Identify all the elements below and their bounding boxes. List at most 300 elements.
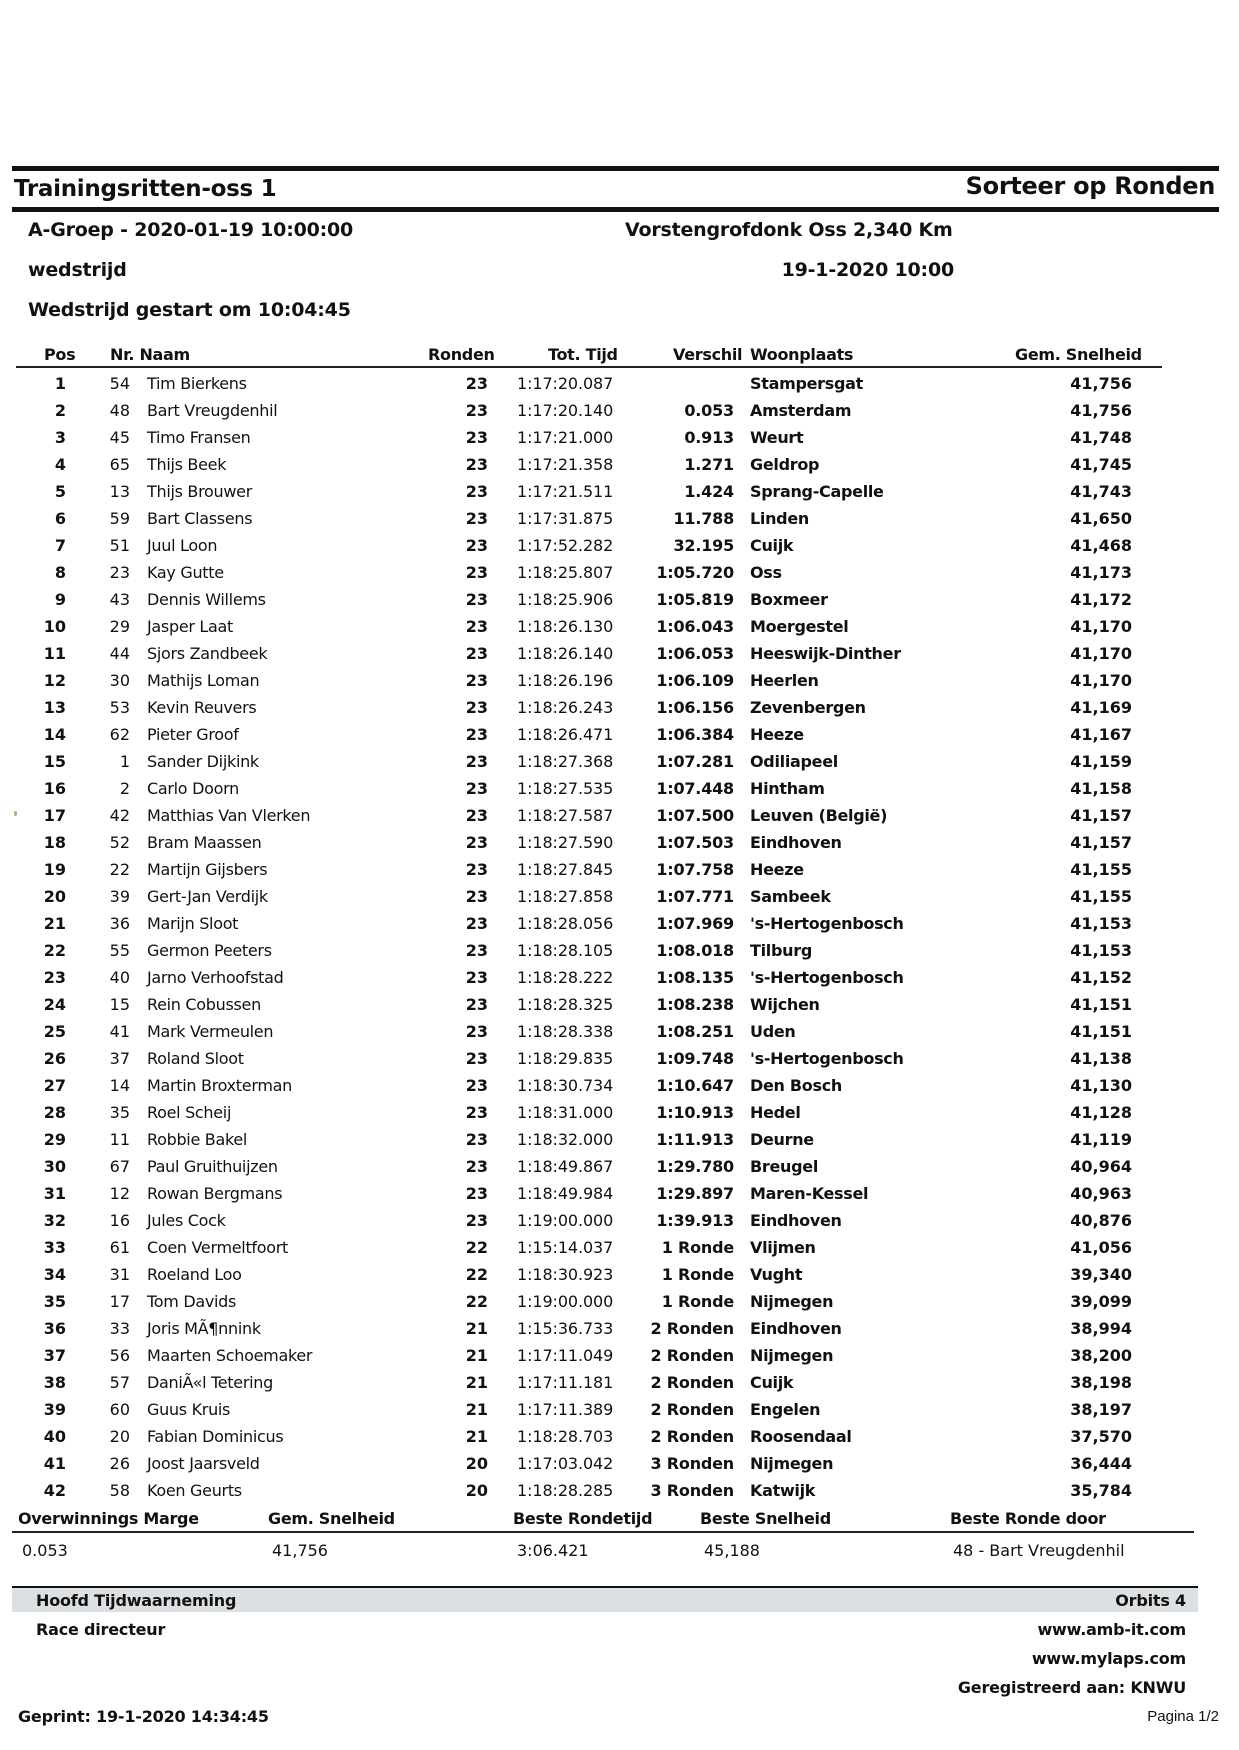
avg-speed-cell: 41,157 [1070, 806, 1132, 825]
position-cell: 38 [43, 1373, 66, 1392]
hometown-cell: Odiliapeel [750, 752, 838, 771]
website-amb[interactable]: www.amb-it.com [1037, 1620, 1186, 1639]
table-row [0, 1371, 1239, 1398]
total-time-cell: 1:18:28.222 [517, 968, 614, 987]
table-row [0, 1074, 1239, 1101]
position-cell: 20 [43, 887, 66, 906]
avg-speed-cell: 41,151 [1070, 995, 1132, 1014]
avg-speed-cell: 36,444 [1070, 1454, 1132, 1473]
hometown-cell: Sambeek [750, 887, 831, 906]
table-row [0, 966, 1239, 993]
rider-name-cell: Maarten Schoemaker [147, 1346, 313, 1365]
hometown-cell: Heerlen [750, 671, 819, 690]
position-cell: 4 [54, 455, 66, 474]
laps-cell: 23 [465, 1211, 488, 1230]
col-verschil: Verschil [673, 345, 743, 364]
rider-name-cell: Rein Cobussen [147, 995, 261, 1014]
hometown-cell: Tilburg [750, 941, 812, 960]
bib-number-cell: 67 [109, 1157, 130, 1176]
laps-cell: 23 [465, 374, 488, 393]
avg-speed-cell: 41,138 [1070, 1049, 1132, 1068]
table-row [0, 1344, 1239, 1371]
column-header-rule [16, 366, 1162, 368]
position-cell: 31 [43, 1184, 66, 1203]
table-row [0, 1263, 1239, 1290]
col-ronden: Ronden [428, 345, 495, 364]
laps-cell: 23 [465, 455, 488, 474]
position-cell: 1 [54, 374, 66, 393]
avg-speed-cell: 41,153 [1070, 941, 1132, 960]
avg-speed-cell: 41,130 [1070, 1076, 1132, 1095]
bib-number-cell: 53 [109, 698, 130, 717]
gap-cell: 1:08.135 [656, 968, 734, 987]
table-row [0, 1209, 1239, 1236]
position-cell: 10 [43, 617, 66, 636]
position-cell: 3 [54, 428, 66, 447]
total-time-cell: 1:18:27.590 [517, 833, 614, 852]
gap-cell: 1:10.647 [656, 1076, 734, 1095]
hometown-cell: Wijchen [750, 995, 820, 1014]
position-cell: 40 [43, 1427, 66, 1446]
position-cell: 12 [43, 671, 66, 690]
gap-cell: 2 Ronden [650, 1319, 734, 1338]
table-row [0, 1020, 1239, 1047]
gap-cell: 0.053 [684, 401, 734, 420]
total-time-cell: 1:18:26.140 [517, 644, 614, 663]
bib-number-cell: 45 [109, 428, 130, 447]
avg-speed-cell: 41,158 [1070, 779, 1132, 798]
gap-cell: 32.195 [673, 536, 734, 555]
col-nr-naam: Nr. Naam [110, 345, 190, 364]
gap-cell: 1.424 [684, 482, 734, 501]
laps-cell: 21 [465, 1319, 488, 1338]
rider-name-cell: Sjors Zandbeek [147, 644, 268, 663]
summary-rule [12, 1531, 1194, 1533]
total-time-cell: 1:18:31.000 [517, 1103, 614, 1122]
total-time-cell: 1:18:28.105 [517, 941, 614, 960]
bib-number-cell: 37 [109, 1049, 130, 1068]
avg-speed-cell: 41,155 [1070, 887, 1132, 906]
avg-speed-cell: 41,159 [1070, 752, 1132, 771]
gap-cell: 1:11.913 [656, 1130, 734, 1149]
rider-name-cell: Fabian Dominicus [147, 1427, 284, 1446]
total-time-cell: 1:18:30.923 [517, 1265, 614, 1284]
avg-speed-cell: 41,170 [1070, 644, 1132, 663]
gap-cell: 1 Ronde [661, 1265, 734, 1284]
group-label: A-Groep - 2020-01-19 10:00:00 [28, 219, 354, 241]
avg-speed-cell: 41,748 [1070, 428, 1132, 447]
gap-cell: 2 Ronden [650, 1400, 734, 1419]
avg-speed-cell: 39,099 [1070, 1292, 1132, 1311]
hometown-cell: Cuijk [750, 536, 794, 555]
position-cell: 37 [43, 1346, 66, 1365]
position-cell: 16 [43, 779, 66, 798]
summary-best-speed-value: 45,188 [704, 1541, 760, 1560]
position-cell: 9 [54, 590, 66, 609]
laps-cell: 23 [465, 968, 488, 987]
total-time-cell: 1:17:20.087 [517, 374, 614, 393]
position-cell: 27 [43, 1076, 66, 1095]
total-time-cell: 1:18:26.243 [517, 698, 614, 717]
rider-name-cell: Thijs Brouwer [147, 482, 252, 501]
bib-number-cell: 42 [109, 806, 130, 825]
bib-number-cell: 30 [109, 671, 130, 690]
table-row [0, 480, 1239, 507]
hometown-cell: Den Bosch [750, 1076, 842, 1095]
position-cell: 11 [43, 644, 66, 663]
table-row [0, 1425, 1239, 1452]
bib-number-cell: 39 [109, 887, 130, 906]
table-row [0, 912, 1239, 939]
bib-number-cell: 1 [119, 752, 130, 771]
hometown-cell: Vught [750, 1265, 803, 1284]
position-cell: 22 [43, 941, 66, 960]
position-cell: 17 [43, 806, 66, 825]
laps-cell: 23 [465, 590, 488, 609]
position-cell: 21 [43, 914, 66, 933]
laps-cell: 23 [465, 1157, 488, 1176]
bib-number-cell: 36 [109, 914, 130, 933]
hometown-cell: Weurt [750, 428, 804, 447]
gap-cell: 11.788 [673, 509, 734, 528]
hometown-cell: Katwijk [750, 1481, 816, 1500]
gap-cell: 1:10.913 [656, 1103, 734, 1122]
avg-speed-cell: 41,153 [1070, 914, 1132, 933]
total-time-cell: 1:18:26.471 [517, 725, 614, 744]
total-time-cell: 1:18:49.867 [517, 1157, 614, 1176]
avg-speed-cell: 41,170 [1070, 671, 1132, 690]
gap-cell: 1:07.758 [656, 860, 734, 879]
total-time-cell: 1:18:28.056 [517, 914, 614, 933]
position-cell: 39 [43, 1400, 66, 1419]
gap-cell: 1:06.384 [656, 725, 734, 744]
rider-name-cell: Dennis Willems [147, 590, 266, 609]
avg-speed-cell: 38,200 [1070, 1346, 1132, 1365]
avg-speed-cell: 41,167 [1070, 725, 1132, 744]
avg-speed-cell: 41,056 [1070, 1238, 1132, 1257]
avg-speed-cell: 41,468 [1070, 536, 1132, 555]
hometown-cell: Zevenbergen [750, 698, 866, 717]
table-row [0, 1479, 1239, 1506]
gap-cell: 1:06.043 [656, 617, 734, 636]
laps-cell: 20 [465, 1481, 488, 1500]
table-row [0, 885, 1239, 912]
table-row [0, 1236, 1239, 1263]
bib-number-cell: 13 [109, 482, 130, 501]
bib-number-cell: 52 [109, 833, 130, 852]
laps-cell: 23 [465, 1103, 488, 1122]
summary-avg-speed-label: Gem. Snelheid [268, 1509, 395, 1528]
timing-label: Hoofd Tijdwaarneming [36, 1591, 237, 1610]
gap-cell: 1:07.500 [656, 806, 734, 825]
bib-number-cell: 65 [109, 455, 130, 474]
gap-cell: 1:29.780 [656, 1157, 734, 1176]
laps-cell: 23 [465, 401, 488, 420]
total-time-cell: 1:18:28.325 [517, 995, 614, 1014]
table-row [0, 1182, 1239, 1209]
rider-name-cell: Robbie Bakel [147, 1130, 248, 1149]
gap-cell: 1:29.897 [656, 1184, 734, 1203]
table-row [0, 858, 1239, 885]
software-label: Orbits 4 [1115, 1591, 1186, 1610]
gap-cell: 1:07.503 [656, 833, 734, 852]
col-woonplaats: Woonplaats [750, 345, 854, 364]
laps-cell: 21 [465, 1373, 488, 1392]
rider-name-cell: Joris MÃ¶nnink [147, 1319, 261, 1338]
race-start: Wedstrijd gestart om 10:04:45 [28, 299, 351, 321]
total-time-cell: 1:15:36.733 [517, 1319, 614, 1338]
bib-number-cell: 17 [109, 1292, 130, 1311]
bib-number-cell: 57 [109, 1373, 130, 1392]
gap-cell: 1:05.720 [656, 563, 734, 582]
table-row [0, 453, 1239, 480]
avg-speed-cell: 39,340 [1070, 1265, 1132, 1284]
gap-cell: 0.913 [684, 428, 734, 447]
col-pos: Pos [44, 345, 76, 364]
table-row [0, 642, 1239, 669]
bib-number-cell: 54 [109, 374, 130, 393]
rider-name-cell: Marijn Sloot [147, 914, 239, 933]
table-row [0, 723, 1239, 750]
rider-name-cell: Guus Kruis [147, 1400, 231, 1419]
laps-cell: 23 [465, 1049, 488, 1068]
laps-cell: 23 [465, 1076, 488, 1095]
avg-speed-cell: 40,876 [1070, 1211, 1132, 1230]
bib-number-cell: 2 [119, 779, 130, 798]
rider-name-cell: Germon Peeters [147, 941, 272, 960]
avg-speed-cell: 41,151 [1070, 1022, 1132, 1041]
race-type: wedstrijd [28, 259, 127, 281]
report-title: Trainingsritten-oss 1 [14, 176, 277, 202]
gap-cell: 1:09.748 [656, 1049, 734, 1068]
hometown-cell: Eindhoven [750, 1319, 842, 1338]
bib-number-cell: 20 [109, 1427, 130, 1446]
bib-number-cell: 26 [109, 1454, 130, 1473]
laps-cell: 21 [465, 1400, 488, 1419]
hometown-cell: Heeze [750, 860, 804, 879]
rider-name-cell: Carlo Doorn [147, 779, 239, 798]
table-row [0, 399, 1239, 426]
rider-name-cell: Bart Classens [147, 509, 253, 528]
position-cell: 23 [43, 968, 66, 987]
avg-speed-cell: 40,963 [1070, 1184, 1132, 1203]
hometown-cell: 's-Hertogenbosch [750, 1049, 904, 1068]
total-time-cell: 1:19:00.000 [517, 1292, 614, 1311]
hometown-cell: Breugel [750, 1157, 819, 1176]
position-cell: 28 [43, 1103, 66, 1122]
rider-name-cell: Jasper Laat [147, 617, 234, 636]
gap-cell: 1.271 [684, 455, 734, 474]
laps-cell: 23 [465, 995, 488, 1014]
director-label: Race directeur [36, 1620, 166, 1639]
table-row [0, 1155, 1239, 1182]
total-time-cell: 1:18:25.906 [517, 590, 614, 609]
laps-cell: 23 [465, 1184, 488, 1203]
total-time-cell: 1:18:28.285 [517, 1481, 614, 1500]
summary-avg-speed-value: 41,756 [272, 1541, 328, 1560]
rider-name-cell: Matthias Van Vlerken [147, 806, 311, 825]
table-row [0, 804, 1239, 831]
laps-cell: 23 [465, 1130, 488, 1149]
col-tot-tijd: Tot. Tijd [548, 345, 618, 364]
rider-name-cell: Martin Broxterman [147, 1076, 292, 1095]
hometown-cell: Heeze [750, 725, 804, 744]
rider-name-cell: Pieter Groof [147, 725, 239, 744]
gap-cell: 1 Ronde [661, 1292, 734, 1311]
hometown-cell: Nijmegen [750, 1346, 834, 1365]
total-time-cell: 1:17:52.282 [517, 536, 614, 555]
total-time-cell: 1:18:49.984 [517, 1184, 614, 1203]
laps-cell: 23 [465, 779, 488, 798]
avg-speed-cell: 38,197 [1070, 1400, 1132, 1419]
position-cell: 13 [43, 698, 66, 717]
laps-cell: 23 [465, 887, 488, 906]
summary-best-lap-label: Beste Rondetijd [513, 1509, 653, 1528]
website-mylaps[interactable]: www.mylaps.com [1031, 1649, 1186, 1668]
position-cell: 15 [43, 752, 66, 771]
hometown-cell: Geldrop [750, 455, 820, 474]
laps-cell: 23 [465, 563, 488, 582]
avg-speed-cell: 37,570 [1070, 1427, 1132, 1446]
avg-speed-cell: 41,745 [1070, 455, 1132, 474]
table-row [0, 750, 1239, 777]
avg-speed-cell: 41,157 [1070, 833, 1132, 852]
laps-cell: 23 [465, 617, 488, 636]
results-table [0, 372, 1239, 1506]
table-row [0, 1101, 1239, 1128]
rider-name-cell: Jules Cock [147, 1211, 226, 1230]
bib-number-cell: 41 [109, 1022, 130, 1041]
rider-name-cell: Koen Geurts [147, 1481, 242, 1500]
laps-cell: 23 [465, 914, 488, 933]
gap-cell: 1:07.969 [656, 914, 734, 933]
gap-cell: 2 Ronden [650, 1427, 734, 1446]
track-label: Vorstengrofdonk Oss 2,340 Km [625, 219, 953, 241]
gap-cell: 3 Ronden [650, 1454, 734, 1473]
table-row [0, 615, 1239, 642]
rider-name-cell: Mark Vermeulen [147, 1022, 274, 1041]
race-date: 19-1-2020 10:00 [781, 259, 954, 281]
gap-cell: 1:07.281 [656, 752, 734, 771]
position-cell: 5 [54, 482, 66, 501]
gap-cell: 1:07.771 [656, 887, 734, 906]
gap-cell: 3 Ronden [650, 1481, 734, 1500]
laps-cell: 22 [465, 1265, 488, 1284]
bib-number-cell: 58 [109, 1481, 130, 1500]
table-row [0, 669, 1239, 696]
laps-cell: 23 [465, 806, 488, 825]
gap-cell: 1:06.109 [656, 671, 734, 690]
registered-label: Geregistreerd aan: KNWU [957, 1678, 1186, 1697]
table-row [0, 1452, 1239, 1479]
hometown-cell: Oss [750, 563, 782, 582]
avg-speed-cell: 41,119 [1070, 1130, 1132, 1149]
rider-name-cell: Martijn Gijsbers [147, 860, 268, 879]
laps-cell: 23 [465, 698, 488, 717]
avg-speed-cell: 41,152 [1070, 968, 1132, 987]
avg-speed-cell: 35,784 [1070, 1481, 1132, 1500]
laps-cell: 23 [465, 1022, 488, 1041]
total-time-cell: 1:18:25.807 [517, 563, 614, 582]
avg-speed-cell: 41,155 [1070, 860, 1132, 879]
bib-number-cell: 60 [109, 1400, 130, 1419]
total-time-cell: 1:18:26.130 [517, 617, 614, 636]
rider-name-cell: Sander Dijkink [147, 752, 259, 771]
rider-name-cell: Gert-Jan Verdijk [147, 887, 268, 906]
gap-cell: 1:08.238 [656, 995, 734, 1014]
gap-cell: 1:06.156 [656, 698, 734, 717]
avg-speed-cell: 41,170 [1070, 617, 1132, 636]
hometown-cell: Maren-Kessel [750, 1184, 869, 1203]
total-time-cell: 1:17:21.358 [517, 455, 614, 474]
bib-number-cell: 14 [109, 1076, 130, 1095]
total-time-cell: 1:17:21.511 [517, 482, 614, 501]
gap-cell: 2 Ronden [650, 1346, 734, 1365]
table-row [0, 507, 1239, 534]
hometown-cell: Eindhoven [750, 1211, 842, 1230]
total-time-cell: 1:18:32.000 [517, 1130, 614, 1149]
rider-name-cell: Juul Loon [147, 536, 218, 555]
rider-name-cell: Joost Jaarsveld [147, 1454, 260, 1473]
position-cell: 36 [43, 1319, 66, 1338]
hometown-cell: Eindhoven [750, 833, 842, 852]
table-row [0, 1290, 1239, 1317]
bib-number-cell: 62 [109, 725, 130, 744]
total-time-cell: 1:18:27.368 [517, 752, 614, 771]
table-row [0, 696, 1239, 723]
hometown-cell: Engelen [750, 1400, 821, 1419]
total-time-cell: 1:18:28.338 [517, 1022, 614, 1041]
hometown-cell: Uden [750, 1022, 796, 1041]
total-time-cell: 1:17:31.875 [517, 509, 614, 528]
hometown-cell: Hedel [750, 1103, 801, 1122]
gap-cell: 2 Ronden [650, 1373, 734, 1392]
table-row [0, 939, 1239, 966]
bib-number-cell: 43 [109, 590, 130, 609]
table-row [0, 588, 1239, 615]
header-bottom-rule [12, 207, 1219, 212]
summary-best-lap-by-label: Beste Ronde door [950, 1509, 1106, 1528]
rider-name-cell: Kay Gutte [147, 563, 224, 582]
hometown-cell: Boxmeer [750, 590, 828, 609]
bib-number-cell: 61 [109, 1238, 130, 1257]
total-time-cell: 1:17:03.042 [517, 1454, 614, 1473]
position-cell: 25 [43, 1022, 66, 1041]
rider-name-cell: Roeland Loo [147, 1265, 242, 1284]
printed-timestamp: Geprint: 19-1-2020 14:34:45 [18, 1707, 269, 1726]
hometown-cell: 's-Hertogenbosch [750, 914, 904, 933]
table-row [0, 1128, 1239, 1155]
col-gem-snelheid: Gem. Snelheid [1015, 345, 1142, 364]
bib-number-cell: 33 [109, 1319, 130, 1338]
table-row [0, 1398, 1239, 1425]
avg-speed-cell: 38,994 [1070, 1319, 1132, 1338]
position-cell: 14 [43, 725, 66, 744]
rider-name-cell: Thijs Beek [147, 455, 227, 474]
table-row [0, 777, 1239, 804]
table-row [0, 534, 1239, 561]
total-time-cell: 1:17:11.181 [517, 1373, 614, 1392]
laps-cell: 23 [465, 752, 488, 771]
position-cell: 24 [43, 995, 66, 1014]
hometown-cell: Vlijmen [750, 1238, 816, 1257]
avg-speed-cell: 41,743 [1070, 482, 1132, 501]
table-row [0, 426, 1239, 453]
hometown-cell: Leuven (België) [750, 806, 888, 825]
total-time-cell: 1:19:00.000 [517, 1211, 614, 1230]
summary-best-lap-by-value: 48 - Bart Vreugdenhil [953, 1541, 1125, 1560]
laps-cell: 23 [465, 428, 488, 447]
